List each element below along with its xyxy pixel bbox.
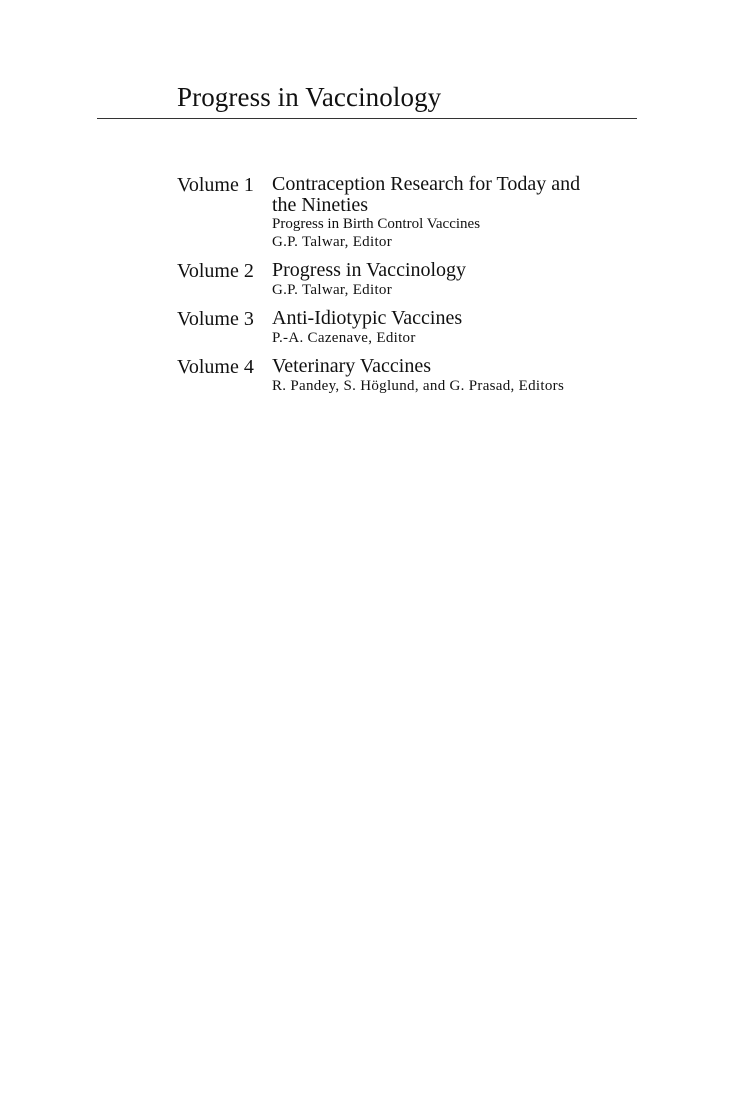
- volume-title: Progress in Vaccinology: [272, 259, 467, 281]
- volume-title: Anti-Idiotypic Vaccines: [272, 307, 463, 329]
- volume-subtitle: Progress in Birth Control Vaccines: [272, 216, 481, 232]
- volume-entry: [177, 260, 677, 299]
- volume-list: [177, 174, 677, 404]
- volume-entry: [177, 308, 677, 347]
- volume-number: Volume 2: [177, 260, 254, 282]
- volume-entry: [177, 356, 677, 395]
- volume-editor: G.P. Talwar, Editor: [272, 282, 393, 298]
- volume-number: Volume 3: [177, 308, 254, 330]
- volume-editor: P.-A. Cazenave, Editor: [272, 330, 416, 346]
- volume-entry: [177, 174, 677, 251]
- volume-editor: G.P. Talwar, Editor: [272, 234, 393, 250]
- volume-title: Veterinary Vaccines: [272, 355, 432, 377]
- volume-editor: R. Pandey, S. Höglund, and G. Prasad, Editors: [272, 378, 565, 394]
- volume-number: Volume 4: [177, 356, 254, 378]
- series-title: Progress in Vaccinology: [177, 82, 442, 112]
- volume-number: Volume 1: [177, 174, 254, 196]
- volume-title-line: Contraception Research for Today and: [272, 173, 581, 195]
- title-rule: [97, 118, 637, 119]
- volume-title-line: the Nineties: [272, 194, 369, 216]
